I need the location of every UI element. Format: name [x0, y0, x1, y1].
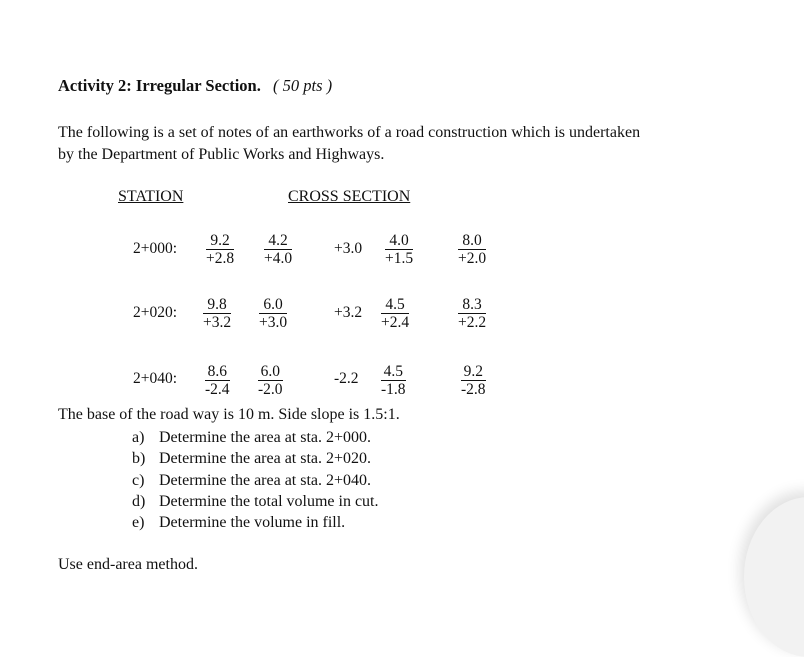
- fraction-denominator: +3.0: [259, 314, 288, 331]
- cross-section-fraction: [385, 232, 413, 267]
- station-label: 2+000:: [133, 240, 178, 257]
- fraction-denominator: -2.8: [461, 381, 486, 398]
- fraction-denominator: +2.2: [458, 314, 487, 331]
- cross-section-fraction: [458, 296, 486, 331]
- page-curl-decoration: [744, 497, 804, 657]
- fraction-numerator: 6.0: [258, 363, 283, 381]
- fraction-numerator: 4.2: [264, 232, 292, 250]
- cross-section-header: CROSS SECTION: [288, 188, 411, 205]
- cross-section-fraction: [203, 296, 231, 331]
- item-text: Determine the area at sta. 2+040.: [159, 471, 372, 489]
- base-note: The base of the road way is 10 m. Side slope is 1.5:1.: [58, 406, 400, 423]
- list-item: [132, 512, 379, 533]
- fraction-numerator: 9.2: [461, 363, 486, 381]
- item-text: Determine the area at sta. 2+000.: [159, 429, 372, 446]
- cross-section-fraction: [458, 232, 486, 267]
- fraction-denominator: +2.4: [381, 314, 410, 331]
- fraction-numerator: 8.6: [205, 363, 230, 381]
- fraction-numerator: 6.0: [259, 296, 287, 314]
- fraction-denominator: -1.8: [381, 381, 406, 398]
- cross-section-fraction: [264, 232, 292, 267]
- fraction-denominator: +2.0: [458, 250, 487, 267]
- list-item: [132, 491, 379, 512]
- cross-section-fraction: [461, 363, 486, 398]
- station-label: 2+040:: [133, 370, 178, 387]
- cross-section-fraction: [259, 296, 287, 331]
- activity-title: [58, 76, 332, 96]
- fraction-denominator: -2.0: [258, 381, 283, 398]
- fraction-numerator: 4.5: [381, 296, 409, 314]
- list-item: [132, 427, 379, 448]
- fraction-denominator: +1.5: [385, 250, 414, 267]
- fraction-numerator: 9.8: [203, 296, 231, 314]
- fraction-denominator: +4.0: [264, 250, 293, 267]
- station-header: STATION: [118, 188, 184, 205]
- title-text: Activity 2: Irregular Section.: [58, 76, 261, 95]
- item-label: a): [132, 429, 145, 446]
- center-height: +3.0: [334, 240, 363, 257]
- item-text: Determine the total volume in cut.: [159, 492, 379, 510]
- intro-line-2: by the Department of Public Works and Highways.: [58, 146, 385, 163]
- list-item: [132, 470, 379, 491]
- fraction-numerator: 4.0: [385, 232, 413, 250]
- item-label: c): [132, 471, 145, 489]
- fraction-denominator: +3.2: [203, 314, 232, 331]
- fraction-denominator: -2.4: [205, 381, 230, 398]
- cross-section-fraction: [258, 363, 283, 398]
- fraction-numerator: 9.2: [206, 232, 234, 250]
- cross-section-fraction: [205, 363, 230, 398]
- cross-section-fraction: [206, 232, 234, 267]
- station-label: 2+020:: [133, 304, 178, 321]
- item-label: d): [132, 492, 146, 510]
- item-text: Determine the volume in fill.: [159, 514, 346, 532]
- cross-section-fraction: [381, 363, 406, 398]
- item-label: b): [132, 450, 146, 468]
- item-label: e): [132, 514, 145, 532]
- points-label: ( 50 pts ): [272, 76, 333, 95]
- center-height: -2.2: [334, 370, 359, 387]
- item-text: Determine the area at sta. 2+020.: [159, 450, 372, 468]
- center-height: +3.2: [334, 304, 363, 321]
- fraction-numerator: 8.0: [458, 232, 486, 250]
- list-item: [132, 448, 379, 469]
- question-list: [132, 427, 379, 533]
- fraction-denominator: +2.8: [206, 250, 235, 267]
- fraction-numerator: 8.3: [458, 296, 486, 314]
- method-note: Use end-area method.: [58, 556, 198, 573]
- cross-section-fraction: [381, 296, 409, 331]
- fraction-numerator: 4.5: [381, 363, 406, 381]
- intro-line-1: The following is a set of notes of an earthworks of a road construction which is undertaken: [58, 124, 641, 141]
